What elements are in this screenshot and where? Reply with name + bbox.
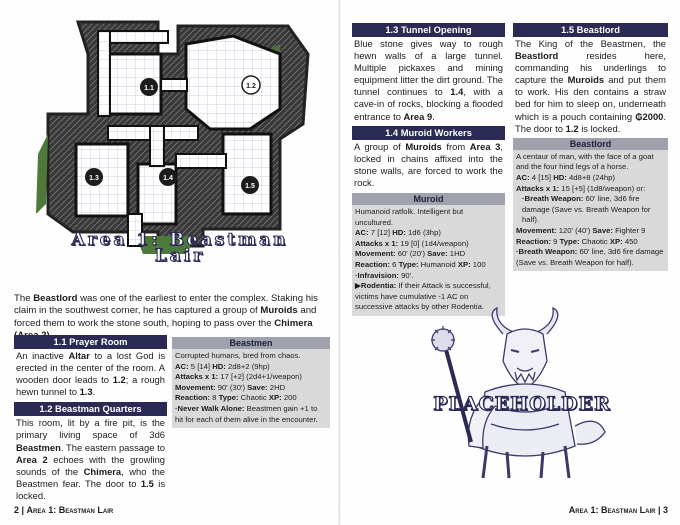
right-column-two [513, 23, 668, 271]
map-marker-1-1 [140, 78, 158, 96]
beastlord-movement: Movement: 120' (40') Save: Fighter 9 [516, 225, 646, 235]
dungeon-map [18, 14, 328, 264]
quarters-text: This room, lit by a fire pit, is the primary living space of 3d6 Beastmen. The eastern passage to Area 2 echoes with the growling sounds of the Chimera, who the Beastmen fear. The door to 1.5 is locked. [16, 417, 166, 501]
map-marker-1-3 [85, 168, 103, 186]
map-marker-label: 1.3 [89, 175, 99, 182]
right-column-one [352, 23, 505, 316]
beastlord-ac-hd: AC: 4 [15] HD: 4d8+8 (24hp) [516, 172, 615, 182]
right-page-number: 3 [662, 505, 668, 515]
section-heading-prayer-room: 1.1 Prayer Room [14, 335, 167, 349]
section-heading-muroid-workers: 1.4 Muroid Workers [352, 126, 505, 140]
muroid-ac-hd: AC: 7 [12] HD: 1d6 (3hp) [355, 228, 441, 238]
left-column [14, 335, 167, 502]
beastmen-stat-block [172, 337, 330, 428]
muroid-workers-text: A group of Muroids from Area 3, locked in chains affixed into the stone walls, are forced to work the rock. [354, 140, 503, 188]
beastmen-movement: Movement: 90' (30') Save: 2HD [175, 382, 286, 392]
left-page-number: 2 [14, 505, 20, 515]
muroid-infravision: ·Infravision: 90'. [355, 270, 414, 280]
map-marker-1-4 [159, 168, 177, 186]
map-marker-label: 1.1 [144, 85, 154, 92]
left-footer-label: Area 1: Beastman Lair [26, 505, 114, 515]
map-marker-label: 1.2 [246, 83, 256, 90]
section-heading-beastlord: 1.5 Beastlord [513, 23, 668, 37]
beastmen-ac-hd: AC: 5 [14] HD: 2d8+2 (9hp) [175, 361, 270, 371]
left-footer: 2 | Area 1: Beastman Lair [14, 505, 114, 515]
map-marker-1-5 [241, 176, 259, 194]
muroid-movement: Movement: 60' (20') Save: 1HD [355, 249, 466, 259]
muroid-special: ▶Rodentia: If their Attack is successful, victims have cumulative -1 AC on successive attacks by other Rodentia. [355, 281, 491, 312]
map-marker-1-2 [242, 76, 260, 94]
muroid-description: Humanoid ratfolk. Intelligent but uncultured. [355, 207, 464, 227]
beastmen-stat-heading: Beastmen [172, 337, 330, 349]
map-marker-label: 1.4 [163, 175, 173, 182]
beastlord-breath-weapon: ·Breath Weapon: 60' line, 3d6 fire damage (Save vs. Breath Weapon for half). [522, 194, 651, 225]
section-heading-tunnel: 1.3 Tunnel Opening [352, 23, 505, 37]
area-title [70, 232, 290, 264]
beastlord-stat-heading: Beastlord [513, 138, 668, 150]
right-footer: Area 1: Beastman Lair | 3 [568, 505, 668, 515]
map-illustration [18, 14, 328, 264]
beastmen-description: Corrupted humans, bred from chaos. [175, 351, 301, 360]
beastlord-stat-block [513, 138, 668, 272]
muroid-stat-block [352, 193, 505, 316]
beastmen-reaction: Reaction: 8 Type: Chaotic XP: 200 [175, 393, 297, 403]
beastlord-room-text: The King of the Beastmen, the Beastlord resides here, commanding his underlings to capture the Muroids and put them to work. His den contains a straw bed for him to sleep on, underneath which is a pouch containing ₲2000. The door to 1.2 is locked. [515, 38, 666, 134]
beastlord-reaction: Reaction: 9 Type: Chaotic XP: 450 [516, 236, 638, 246]
prayer-room-text: An inactive Altar to a lost God is erected in the center of the room. A wooden door leads to 1.2; a rough hewn tunnel to 1.3. [16, 350, 166, 398]
section-heading-quarters: 1.2 Beastman Quarters [14, 402, 167, 416]
muroid-stat-heading: Muroid [352, 193, 505, 205]
area-title-text: Area 1: Beastman Lair [71, 230, 289, 266]
map-marker-label: 1.5 [245, 183, 255, 190]
right-footer-label: Area 1: Beastman Lair [568, 505, 656, 515]
intro-paragraph: The Beastlord was one of the earliest to enter the complex. Staking his claim in the southwest corner, he has captured a group of Muroids and forced them to work the stone south, hoping to pass over the Chimera [14, 293, 318, 329]
beastmen-special: ·Never Walk Alone: Beastmen gain +1 to hit for each of them alive in the encounter. [175, 403, 318, 424]
beastlord-description: A centaur of man, with the face of a goat and the four hind legs of a horse. [516, 151, 654, 172]
beastlord-breath-weapon-2: ·Breath Weapon: 60' line, 3d6 fire damage (Save vs. Breath Weapon for half). [516, 247, 664, 267]
placeholder-label: PLACEHOLDER [433, 393, 611, 415]
muroid-attacks: Attacks x 1: 19 [0] (1d4/weapon) [355, 238, 469, 248]
tunnel-text: Blue stone gives way to rough hewn walls of a large tunnel. Multiple pickaxes and mining equipment litter the dirt ground. The tunnel continues to 1.4, with a cave-in of rocks, blocking a flooded entrance to Area 9. [354, 38, 504, 122]
muroid-reaction: Reaction: 6 Type: Humanoid XP: 100 [355, 260, 486, 269]
beastlord-attacks: Attacks x 1: 15 [+5] (1d8/weapon) or: [516, 183, 646, 193]
beastmen-attacks: Attacks x 1: 17 [+2] (2d4+1/weapon) [175, 372, 302, 382]
